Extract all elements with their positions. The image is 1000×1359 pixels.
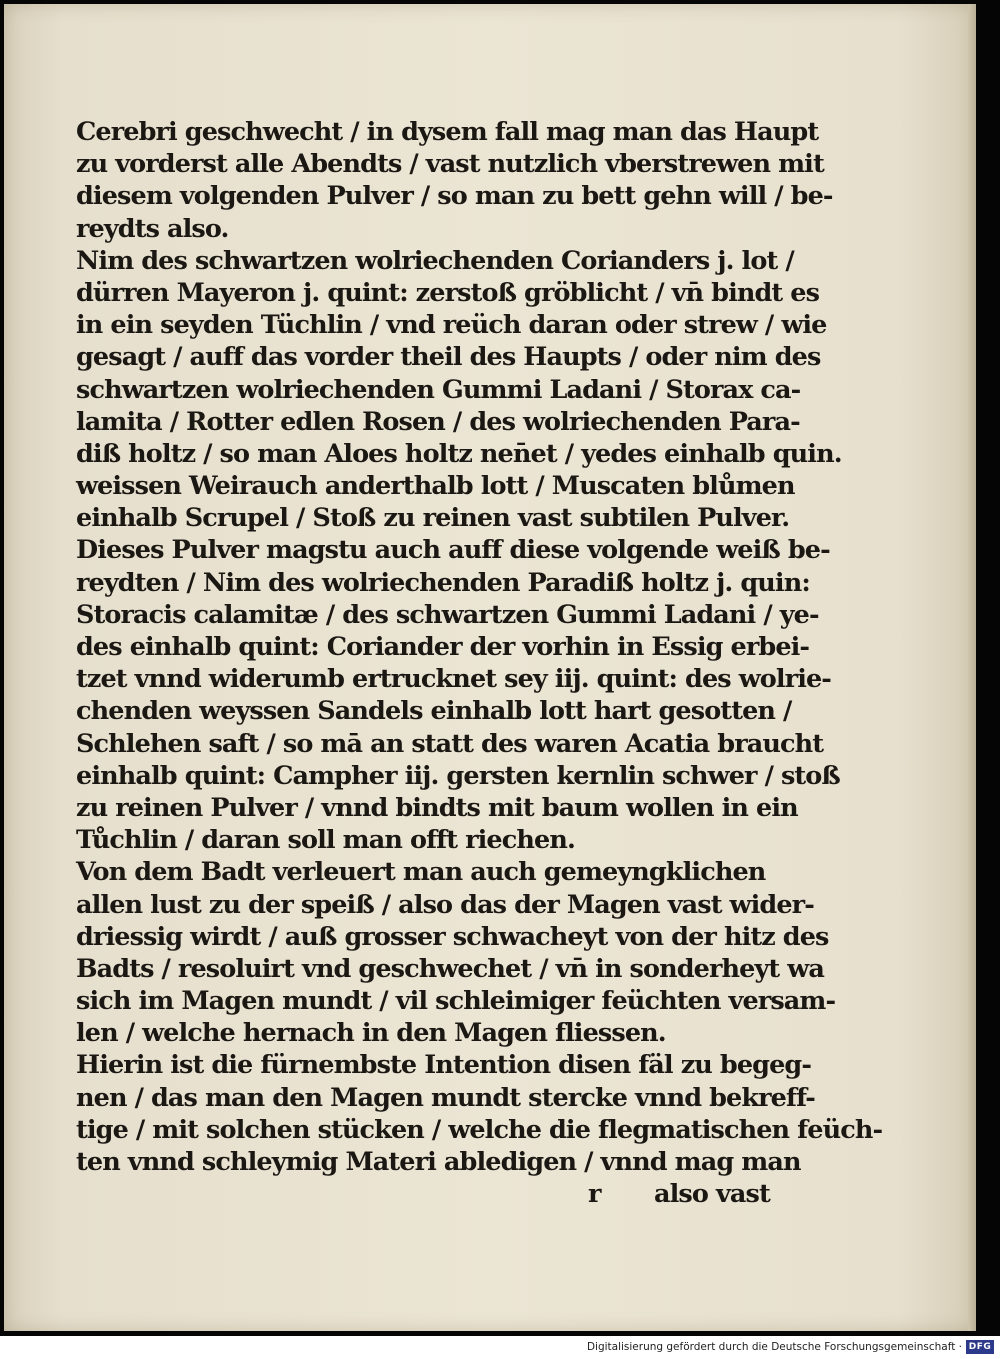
- text-line: weissen Weirauch anderthalb lott / Muscaten blůmen: [76, 471, 795, 502]
- text-line: driessig wirdt / auß grosser schwacheyt von der hitz des: [76, 921, 829, 952]
- text-line: Badts / resoluirt vnd geschwechet / vn̄ in sonderheyt wa: [76, 953, 824, 984]
- text-line: Schlehen saft / so mā an statt des waren Acatia braucht: [76, 728, 824, 759]
- footer: [0, 1336, 1000, 1359]
- catchline: [76, 1178, 776, 1210]
- text-line: Nim des schwartzen wolriechenden Corianders j. lot /: [76, 245, 794, 276]
- text-line: tzet vnnd widerumb ertrucknet sey iij. quint: des wolrie-: [76, 664, 831, 695]
- text-line: tige / mit solchen stücken / welche die flegmatischen feüch-: [76, 1114, 883, 1145]
- text-line: sich im Magen mundt / vil schleimiger feüchten versam-: [76, 986, 836, 1017]
- text-line: reydts also.: [76, 213, 229, 244]
- text-line: zu vorderst alle Abendts / vast nutzlich vberstrewen mit: [76, 149, 824, 180]
- text-line: lamita / Rotter edlen Rosen / des wolriechenden Para-: [76, 406, 800, 437]
- body-text: [76, 116, 883, 1210]
- text-line: schwartzen wolriechenden Gummi Ladani / Storax ca-: [76, 374, 801, 405]
- text-line: len / welche hernach in den Magen fliessen.: [76, 1018, 666, 1049]
- text-line: einhalb quint: Campher iij. gersten kernlin schwer / stoß: [76, 760, 840, 791]
- text-line: Cerebri geschwecht / in dysem fall mag man das Haupt: [76, 117, 819, 147]
- text-line: einhalb Scrupel / Stoß zu reinen vast subtilen Pulver.: [76, 503, 790, 534]
- text-line: chenden weyssen Sandels einhalb lott hart gesotten /: [76, 696, 792, 727]
- text-line: Storacis calamitæ / des schwartzen Gummi Ladani / ye-: [76, 599, 819, 630]
- signature-mark: r: [588, 1179, 601, 1210]
- text-line: zu reinen Pulver / vnnd bindts mit baum wollen in ein: [76, 792, 798, 823]
- page-edge: [968, 4, 976, 1331]
- text-line: Von dem Badt verleuert man auch gemeyngklichen: [76, 857, 766, 888]
- text-line: Dieses Pulver magstu auch auff diese volgende weiß be-: [76, 535, 830, 566]
- text-line: allen lust zu der speiß / also das der Magen vast wider-: [76, 889, 814, 920]
- dfg-logo-icon: DFG: [966, 1340, 994, 1354]
- text-line: diß holtz / so man Aloes holtz nen̄et / yedes einhalb quin.: [76, 438, 842, 469]
- text-line: reydten / Nim des wolriechenden Paradiß holtz j. quin:: [76, 567, 810, 598]
- book-page: [4, 4, 976, 1331]
- text-line: ten vnnd schleymig Materi abledigen / vnnd mag man: [76, 1147, 801, 1177]
- catchword: also vast: [654, 1179, 770, 1210]
- text-line: gesagt / auff das vorder theil des Haupts / oder nim des: [76, 342, 821, 373]
- text-line: des einhalb quint: Coriander der vorhin in Essig erbei-: [76, 632, 810, 662]
- dfg-credit: Digitalisierung gefördert durch die Deutsche Forschungsgemeinschaft ·: [586, 1341, 962, 1353]
- text-line: Tůchlin / daran soll man offt riechen.: [76, 825, 575, 856]
- text-line: dürren Mayeron j. quint: zerstoß gröblicht / vn̄ bindt es: [76, 277, 820, 308]
- text-line: Hierin ist die fürnembste Intention disen fäl zu begeg-: [76, 1050, 812, 1081]
- text-line: in ein seyden Tüchlin / vnd reüch daran oder strew / wie: [76, 310, 827, 341]
- text-line: diesem volgenden Pulver / so man zu bett gehn will / be-: [76, 181, 833, 212]
- text-line: nen / das man den Magen mundt stercke vnnd bekreff-: [76, 1082, 815, 1113]
